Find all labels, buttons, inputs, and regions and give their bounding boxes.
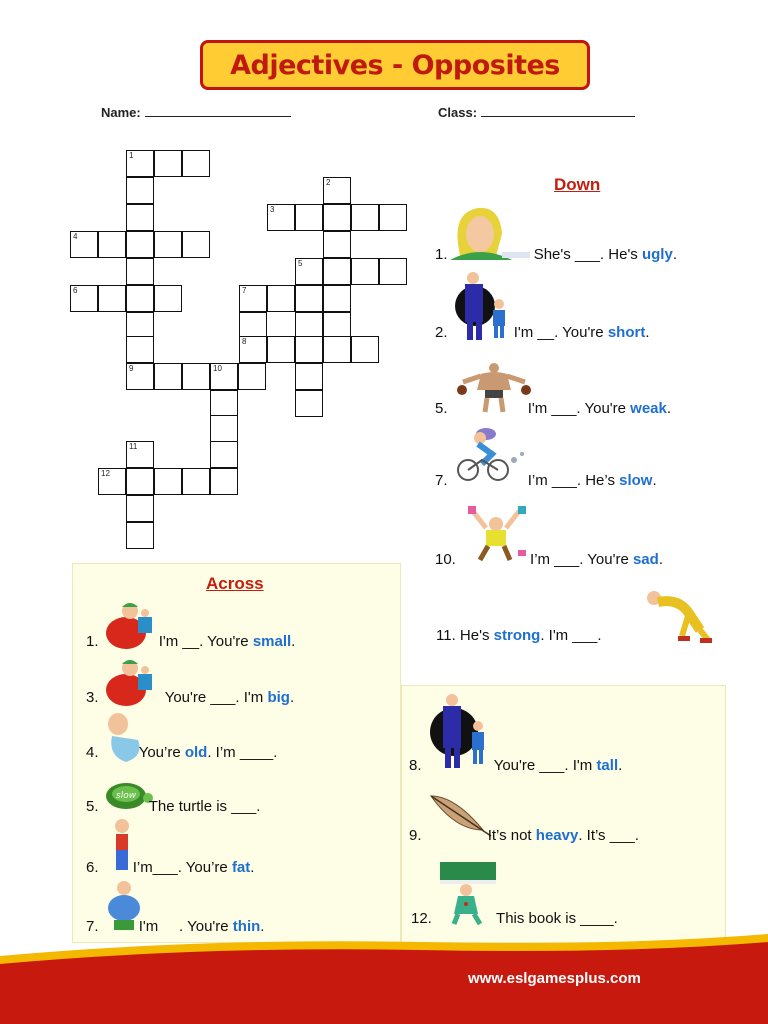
clue-keyword: small — [252, 633, 292, 650]
clue-text: . — [291, 633, 296, 650]
clue-keyword: short — [607, 324, 646, 341]
weak-old-man-picture — [638, 586, 714, 644]
grid-cell[interactable] — [182, 231, 210, 258]
grid-cell[interactable] — [126, 468, 154, 495]
page-title: Adjectives - Opposites — [230, 49, 560, 81]
down-clue-11 — [436, 627, 602, 645]
clue-text: You're ___. I'm — [164, 689, 268, 706]
down-heading: Down — [554, 175, 601, 194]
grid-cell[interactable] — [98, 468, 126, 495]
clue-num: 11. — [436, 627, 456, 644]
name-field — [101, 105, 291, 120]
clue-number: 1 — [129, 151, 134, 160]
down-clue-2 — [435, 324, 649, 342]
grid-cell[interactable] — [239, 312, 267, 339]
grid-cell[interactable] — [295, 204, 323, 231]
grid-cell[interactable] — [267, 336, 295, 363]
grid-cell[interactable] — [351, 258, 379, 285]
name-blank[interactable] — [145, 105, 291, 117]
clue-keyword: strong — [493, 627, 541, 644]
grid-cell[interactable] — [154, 231, 182, 258]
clue-text: . — [652, 472, 657, 489]
clue-text: You’re — [138, 744, 185, 761]
grid-cell[interactable] — [126, 285, 154, 312]
grid-cell[interactable] — [379, 258, 407, 285]
clue-text: I'm __. You're — [513, 324, 608, 341]
clue-text: . — [618, 757, 623, 774]
grid-cell[interactable] — [126, 495, 154, 522]
grid-cell[interactable] — [239, 285, 267, 312]
clue-keyword: ugly — [641, 246, 673, 263]
turtle-sign-text: slow — [116, 791, 137, 801]
grid-cell[interactable] — [154, 468, 182, 495]
grid-cell[interactable] — [267, 285, 295, 312]
across-clue-1 — [86, 633, 295, 651]
clue-number: 6 — [73, 286, 78, 295]
clue-num: 1. — [86, 633, 99, 650]
grid-cell[interactable] — [70, 285, 98, 312]
down-clue-5 — [435, 400, 671, 418]
grid-cell[interactable] — [323, 231, 351, 258]
clue-keyword: slow — [619, 472, 653, 489]
across-clue-8 — [409, 757, 622, 775]
clue-text: I'm ___. You're — [527, 400, 631, 417]
clue-text: . — [289, 689, 295, 706]
grid-cell[interactable] — [295, 363, 323, 390]
clue-number: 2 — [326, 178, 331, 187]
clue-keyword: tall — [596, 757, 619, 774]
grid-cell[interactable] — [323, 285, 351, 312]
grid-cell[interactable] — [126, 363, 154, 390]
down-clue-10 — [435, 551, 663, 569]
down-clue-1 — [435, 246, 677, 264]
footer-wave — [0, 930, 768, 1024]
grid-cell[interactable] — [323, 177, 351, 204]
across-clue-4 — [86, 744, 277, 762]
grid-cell[interactable] — [126, 177, 154, 204]
grid-cell[interactable] — [295, 336, 323, 363]
clue-number: 4 — [73, 232, 78, 241]
grid-cell[interactable] — [323, 204, 351, 231]
clue-text: I’m ___. He’s — [527, 472, 620, 489]
class-label: Class: — [438, 105, 478, 120]
across-clue-12 — [411, 910, 618, 928]
grid-cell[interactable] — [126, 336, 154, 363]
clue-text: It’s not — [487, 827, 536, 844]
grid-cell[interactable] — [182, 363, 210, 390]
grid-cell[interactable] — [126, 522, 154, 549]
grid-cell[interactable] — [295, 390, 323, 417]
clue-number: 7 — [242, 286, 247, 295]
clue-keyword: weak — [630, 400, 667, 417]
grid-cell[interactable] — [239, 336, 267, 363]
clue-num: 9. — [409, 827, 422, 844]
clue-text: He's — [459, 627, 494, 644]
grid-cell[interactable] — [210, 390, 238, 417]
grid-cell[interactable] — [182, 150, 210, 177]
clue-text: . — [672, 246, 677, 263]
grid-cell[interactable] — [98, 231, 126, 258]
clue-num: 7. — [86, 918, 99, 935]
clue-keyword: thin — [232, 918, 261, 935]
clue-num: 2. — [435, 324, 448, 341]
clue-text: You're ___. I'm — [493, 757, 597, 774]
across-clue-5 — [86, 798, 260, 816]
clue-num: 4. — [86, 744, 99, 761]
grid-cell[interactable] — [379, 204, 407, 231]
clue-number: 5 — [298, 259, 303, 268]
clue-num: 5. — [86, 798, 99, 815]
grid-cell[interactable] — [126, 150, 154, 177]
clue-text: I’m ___. You're — [530, 551, 633, 568]
grid-cell[interactable] — [295, 312, 323, 339]
class-field — [438, 105, 635, 120]
clue-text: . It’s ___. — [578, 827, 639, 844]
name-label: Name: — [101, 105, 141, 120]
clue-text: I’m___. You’re — [132, 859, 232, 876]
clue-text: The turtle is ___. — [148, 798, 261, 815]
grid-cell[interactable] — [351, 336, 379, 363]
clue-num: 8. — [409, 757, 422, 774]
clue-text: . — [260, 918, 265, 935]
grid-cell[interactable] — [126, 312, 154, 339]
title-banner — [200, 40, 590, 90]
grid-cell[interactable] — [70, 231, 98, 258]
clue-text: I'm __. You're — [158, 633, 253, 650]
clue-keyword: sad — [632, 551, 659, 568]
clue-number: 12 — [101, 469, 110, 478]
grid-cell[interactable] — [126, 231, 154, 258]
grid-cell[interactable] — [267, 204, 295, 231]
down-clue-7 — [435, 472, 657, 490]
grid-cell[interactable] — [154, 285, 182, 312]
grid-cell[interactable] — [323, 258, 351, 285]
grid-cell[interactable] — [154, 363, 182, 390]
clue-text: . — [645, 324, 650, 341]
grid-cell[interactable] — [126, 441, 154, 468]
grid-cell[interactable] — [154, 150, 182, 177]
grid-cell[interactable] — [126, 204, 154, 231]
grid-cell[interactable] — [182, 468, 210, 495]
grid-cell[interactable] — [238, 363, 266, 390]
class-blank[interactable] — [481, 105, 635, 117]
grid-cell[interactable] — [295, 285, 323, 312]
grid-cell[interactable] — [323, 336, 351, 363]
clue-text: . — [666, 400, 672, 417]
clue-text: She's ___. He's — [533, 246, 642, 263]
across-clue-3 — [86, 689, 294, 707]
grid-cell[interactable] — [210, 415, 238, 442]
clue-keyword: old — [184, 744, 208, 761]
clue-text: . I’m ____. — [207, 744, 278, 761]
clue-number: 10 — [213, 364, 222, 373]
across-clue-9 — [409, 827, 639, 845]
clue-text: . I'm ___. — [540, 627, 602, 644]
clue-number: 11 — [129, 442, 138, 451]
grid-cell[interactable] — [351, 204, 379, 231]
clue-keyword: big — [267, 689, 290, 706]
clue-keyword: heavy — [535, 827, 579, 844]
across-heading: Across — [206, 574, 264, 593]
grid-cell[interactable] — [210, 363, 238, 390]
clue-text: . — [250, 859, 255, 876]
clue-keyword: fat — [231, 859, 251, 876]
grid-cell[interactable] — [210, 441, 238, 468]
grid-cell[interactable] — [126, 258, 154, 285]
clue-num: 3. — [86, 689, 99, 706]
clue-text: . — [658, 551, 663, 568]
clue-num: 1. — [435, 246, 448, 263]
clue-num: 7. — [435, 472, 448, 489]
clue-num: 5. — [435, 400, 448, 417]
clue-num: 6. — [86, 859, 99, 876]
clue-num: 10. — [435, 551, 456, 568]
clue-number: 9 — [129, 364, 134, 373]
clue-num: 12. — [411, 910, 432, 927]
clue-number: 3 — [270, 205, 275, 214]
clue-text: I'm . You're — [138, 918, 233, 935]
clue-text: This book is ____. — [496, 910, 618, 927]
grid-cell[interactable] — [210, 468, 238, 495]
footer-url[interactable]: www.eslgamesplus.com — [468, 970, 641, 987]
grid-cell[interactable] — [98, 285, 126, 312]
grid-cell[interactable] — [295, 258, 323, 285]
across-clue-6 — [86, 859, 254, 877]
clue-number: 8 — [242, 337, 247, 346]
grid-cell[interactable] — [323, 312, 351, 339]
